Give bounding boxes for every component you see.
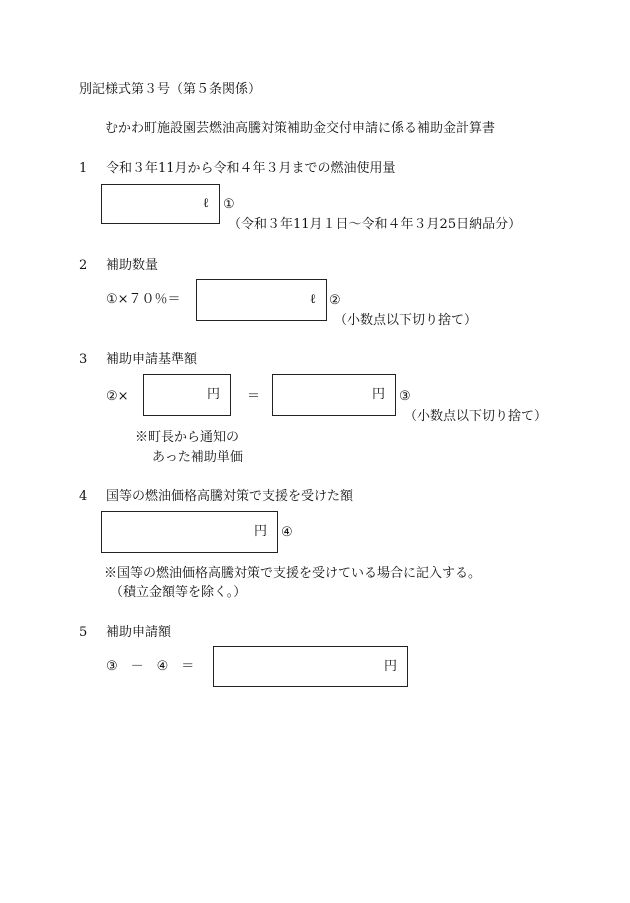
section4-marker: ④ <box>281 525 293 540</box>
section2-note: （小数点以下切り捨て） <box>334 313 478 328</box>
section4-note-line1: ※国等の燃油価格高騰対策で支援を受けている場合に記入する。 <box>104 566 482 581</box>
section5-heading: 補助申請額 <box>106 625 172 640</box>
form-label: 別記様式第３号（第５条関係） <box>79 82 262 97</box>
fuel-usage-field[interactable] <box>101 184 220 224</box>
section2-heading: 補助数量 <box>106 258 159 273</box>
base-amount-field[interactable] <box>272 374 396 416</box>
application-amount-field[interactable] <box>213 646 408 687</box>
subsidy-quantity-field[interactable] <box>196 279 327 321</box>
section3-marker: ③ <box>399 389 411 404</box>
application-amount-unit: 円 <box>383 658 397 674</box>
section3-prefix: ②× <box>106 389 129 404</box>
national-support-field[interactable] <box>101 511 278 553</box>
section3-heading: 補助申請基準額 <box>106 352 198 367</box>
section3-note: （小数点以下切り捨て） <box>404 409 548 424</box>
section1-number: 1 <box>79 161 88 176</box>
national-support-unit: 円 <box>253 524 267 539</box>
fuel-usage-unit: ℓ <box>202 196 209 211</box>
section3-equals: ＝ <box>247 389 261 404</box>
document-title: むかわ町施設園芸燃油高騰対策補助金交付申請に係る補助金計算書 <box>105 121 496 136</box>
unit-price-unit: 円 <box>206 387 220 402</box>
unit-price-field[interactable] <box>143 374 231 416</box>
section3-remark-line2: あった補助単価 <box>152 450 243 465</box>
section4-number: 4 <box>79 489 88 504</box>
section1-note: （令和３年11月１日～令和４年３月25日納品分） <box>228 217 522 232</box>
section3-remark-line1: ※町長から通知の <box>135 430 240 445</box>
section2-marker: ② <box>329 293 341 308</box>
section4-heading: 国等の燃油価格高騰対策で支援を受けた額 <box>106 489 354 504</box>
section3-number: 3 <box>79 352 88 367</box>
subsidy-quantity-unit: ℓ <box>309 292 316 307</box>
section1-heading: 令和３年11月から令和４年３月までの燃油使用量 <box>106 161 396 176</box>
section2-formula: ①×７０％＝ <box>106 292 181 307</box>
section1-marker: ① <box>223 197 235 212</box>
section5-number: 5 <box>79 625 88 640</box>
base-amount-unit: 円 <box>371 387 385 402</box>
section5-formula: ③ － ④ ＝ <box>106 659 195 674</box>
section2-number: 2 <box>79 258 88 273</box>
section4-note-line2: （積立金額等を除く。） <box>110 585 247 600</box>
